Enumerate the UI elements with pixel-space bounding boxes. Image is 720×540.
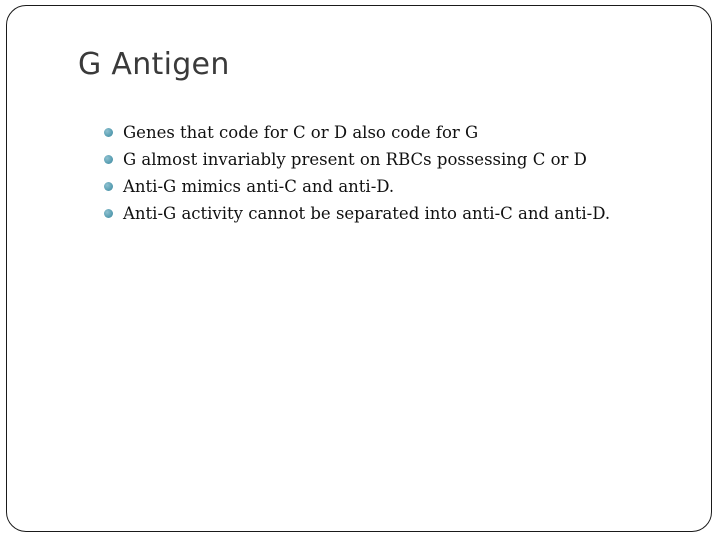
bullet-item	[104, 119, 610, 146]
bullet-dot-icon	[104, 155, 113, 164]
bullet-text: G almost invariably present on RBCs possessing C or D	[123, 150, 587, 169]
bullet-text: Genes that code for C or D also code for G	[123, 123, 479, 142]
bullet-dot-icon	[104, 209, 113, 218]
bullet-item	[104, 173, 610, 200]
bullet-dot-icon	[104, 128, 113, 137]
bullet-text: Anti-G activity cannot be separated into anti-C and anti-D.	[123, 204, 611, 223]
bullet-item	[104, 200, 610, 227]
bullet-text: Anti-G mimics anti-C and anti-D.	[123, 177, 395, 196]
bullet-item	[104, 146, 610, 173]
bullet-dot-icon	[104, 182, 113, 191]
slide-frame	[6, 5, 712, 532]
bullet-list	[104, 119, 610, 227]
slide-title: G Antigen	[78, 47, 230, 82]
